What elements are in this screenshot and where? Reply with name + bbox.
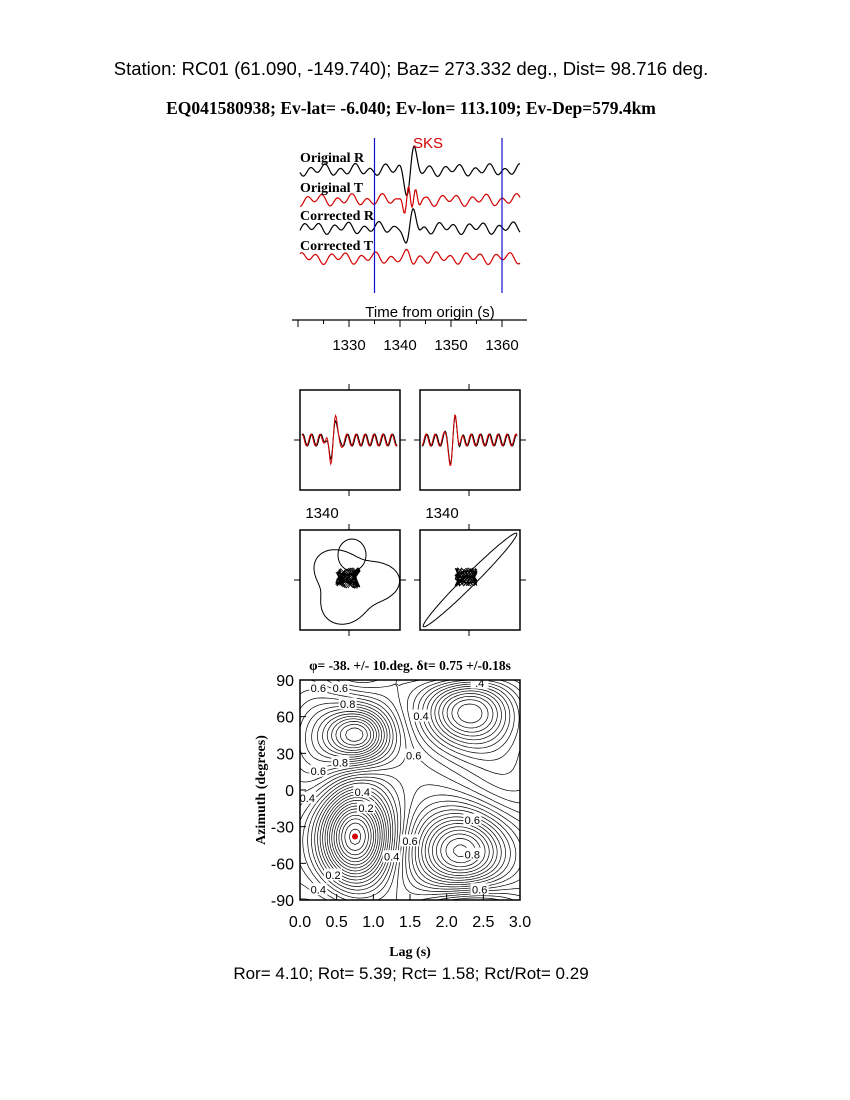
time-tick-label-1360: 1360 (485, 337, 519, 354)
x-tick-label-0.0: 0.0 (288, 914, 312, 931)
y-axis-label: Azimuth (degrees) (254, 735, 269, 845)
y-tick-label-0: 0 (285, 783, 294, 800)
waveform-panel-original (294, 384, 406, 522)
sks-phase-label: SKS (413, 135, 444, 152)
particle-motion-scribble (336, 568, 360, 588)
particle-motion-scribble (455, 568, 477, 586)
time-axis-label: Time from origin (s) (365, 304, 495, 321)
x-tick-label-3.0: 3.0 (508, 914, 532, 931)
contour-label: 0.6 (310, 766, 326, 779)
seismogram-panel (292, 135, 527, 354)
contour-label: 0.6 (332, 683, 348, 696)
contour-label: 0.8 (332, 757, 348, 770)
time-tick-label-1330: 1330 (332, 337, 366, 354)
series-label-corrected-t: Corrected T (300, 239, 373, 254)
contour-label: 0.6 (310, 683, 326, 696)
contour-label: 0.6 (472, 884, 488, 897)
contour-label: 0.2 (325, 870, 341, 883)
contour-label: 0.6 (406, 750, 422, 763)
contour-label: 0.6 (464, 815, 480, 828)
y-tick-label-60: 60 (276, 709, 294, 727)
contour-line (300, 680, 520, 900)
contour-line (300, 680, 520, 900)
x-tick-label-2.0: 2.0 (435, 914, 458, 931)
x-tick-label-2.5: 2.5 (472, 914, 495, 931)
x-tick-label-0.5: 0.5 (325, 914, 348, 931)
time-tick-label-1340: 1340 (383, 337, 417, 354)
contour-line (300, 680, 520, 900)
contour-label: .4 (475, 678, 485, 691)
x-tick-label-1.0: 1.0 (362, 914, 385, 931)
contour-label: 0.4 (354, 786, 370, 799)
y-tick-label--60: -60 (270, 856, 294, 874)
contour-title: φ= -38. +/- 10.deg. δt= 0.75 +/-0.18s (309, 658, 511, 673)
contour-panel (254, 658, 531, 960)
x-tick-label-1.5: 1.5 (398, 914, 422, 931)
series-label-original-r: Original R (300, 151, 365, 166)
event-info: EQ041580938; Ev-lat= -6.040; Ev-lon= 113.109; Ev-Dep=579.4km (166, 98, 656, 118)
particle-motion-ellipse (423, 533, 517, 627)
contour-label: 0.4 (299, 793, 315, 806)
y-tick-label--30: -30 (270, 819, 294, 837)
waveform-tick-label-1340-left: 1340 (305, 505, 339, 522)
waveform-radial (422, 417, 517, 464)
series-label-corrected-r: Corrected R (300, 209, 374, 224)
station-info: Station: RC01 (61.090, -149.740); Baz= 273.332 deg., Dist= 98.716 deg. (113, 58, 709, 79)
series-label-original-t: Original T (300, 181, 364, 196)
contour-label: 0.4 (384, 851, 400, 864)
x-axis-label: Lag (s) (389, 945, 431, 960)
y-tick-label--90: -90 (270, 893, 294, 910)
ratio-info: Ror= 4.10; Rot= 5.39; Rct= 1.58; Rct/Rot= 0.29 (233, 964, 589, 983)
waveform-tick-label-1340-right: 1340 (425, 505, 459, 522)
contour-label: 0.8 (464, 849, 480, 862)
y-tick-label-30: 30 (276, 746, 294, 764)
particle-motion-panel-original (294, 524, 406, 636)
contour-label: 0.8 (340, 698, 356, 711)
time-tick-label-1350: 1350 (434, 337, 468, 354)
contour-label: 0.4 (310, 884, 326, 897)
best-fit-marker (352, 833, 358, 839)
particle-motion-panel-corrected (414, 524, 526, 636)
waveform-panel-corrected (414, 384, 526, 522)
waveform-transverse (302, 416, 397, 465)
contour-label: 0.2 (358, 802, 374, 815)
contour-label: 0.6 (402, 835, 418, 848)
contour-label: 0.4 (413, 711, 429, 724)
y-tick-label-90: 90 (276, 673, 294, 690)
particle-motion-loop-inner (338, 539, 366, 571)
